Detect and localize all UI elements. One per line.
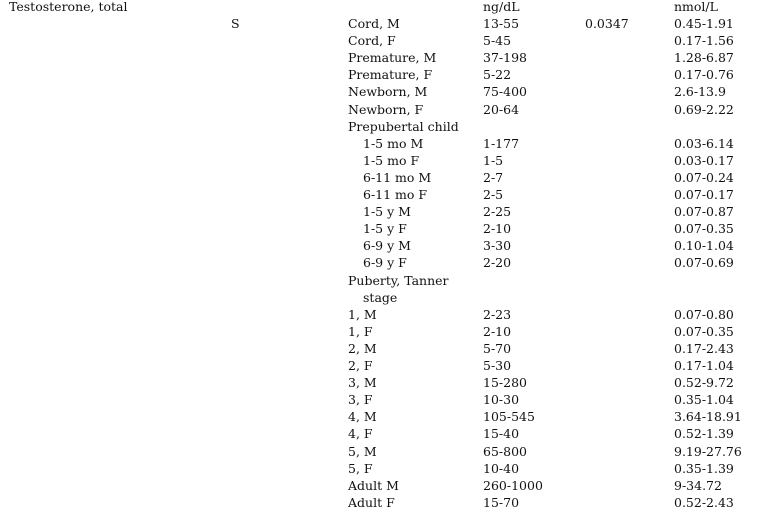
row-conventional-range: 2-10	[483, 323, 512, 339]
row-label: 2, M	[348, 340, 377, 356]
row-si-range: 0.35-1.39	[674, 460, 734, 476]
row-label: 6-11 mo F	[363, 187, 428, 202]
row-si-range: 0.69-2.22	[674, 101, 734, 117]
row-label: Cord, M	[348, 16, 400, 31]
row-label: Cord, F	[348, 33, 396, 49]
row-conventional-range: 2-25	[483, 204, 512, 220]
row-si-range: 0.17-2.43	[674, 340, 734, 356]
row-si-range: 0.07-0.35	[674, 221, 734, 237]
row-conventional-range: 65-800	[483, 443, 527, 459]
row-si-range: 0.17-0.76	[674, 67, 734, 83]
row-label: 1-5 y F	[363, 221, 407, 237]
row-si-range: 9.19-27.76	[674, 443, 742, 459]
row-conventional-range: 105-545	[483, 409, 535, 425]
row-si-range: 0.03-6.14	[674, 135, 734, 151]
row-conventional-range: 13-55	[483, 16, 520, 31]
row-conventional-range: 5-30	[483, 358, 512, 373]
row-si-range: 0.07-0.35	[674, 323, 734, 339]
row-label: 3, M	[348, 375, 377, 391]
row-si-range: 0.52-9.72	[674, 375, 734, 391]
row-label: 1-5 y M	[363, 204, 411, 220]
row-conventional-range: 260-1000	[483, 477, 543, 493]
row-label: 4, M	[348, 409, 377, 425]
row-label: Newborn, M	[348, 84, 428, 100]
row-label: 6-9 y F	[363, 255, 407, 271]
row-si-range: 0.07-0.80	[674, 306, 734, 322]
row-label: 1, F	[348, 323, 373, 339]
row-conventional-range: 75-400	[483, 84, 527, 100]
row-conventional-range: 1-177	[483, 135, 520, 151]
row-conventional-range: 15-70	[483, 494, 520, 510]
row-label: 3, F	[348, 392, 373, 408]
row-si-range: 0.10-1.04	[674, 238, 734, 254]
row-label: Premature, M	[348, 50, 437, 66]
row-conventional-range: 15-40	[483, 426, 520, 442]
row-label: 4, F	[348, 426, 373, 442]
row-si-range: 2.6-13.9	[674, 84, 726, 100]
row-conventional-range: 2-7	[483, 169, 504, 185]
row-conventional-range: 3-30	[483, 238, 512, 254]
row-label: 5, M	[348, 443, 377, 459]
row-conventional-range: 2-5	[483, 187, 504, 202]
row-label: Prepubertal child	[348, 118, 459, 134]
row-si-range: 0.03-0.17	[674, 152, 734, 168]
row-si-range: 3.64-18.91	[674, 409, 742, 425]
row-conventional-range: 2-23	[483, 306, 512, 322]
row-conventional-range: 5-45	[483, 33, 512, 49]
row-label: Newborn, F	[348, 101, 424, 117]
row-si-range: 0.17-1.56	[674, 33, 734, 49]
si-unit-header: nmol/L	[674, 0, 718, 14]
row-si-range: 0.52-1.39	[674, 426, 734, 442]
row-conventional-range: 10-40	[483, 460, 520, 476]
conversion-factor: 0.0347	[585, 16, 629, 31]
row-label: Adult M	[348, 477, 399, 493]
row-label: Premature, F	[348, 67, 433, 83]
analyte-name: Testosterone, total	[9, 0, 128, 14]
row-si-range: 0.07-0.69	[674, 255, 734, 271]
row-conventional-range: 1-5	[483, 152, 504, 168]
row-conventional-range: 10-30	[483, 392, 520, 408]
row-label: 1-5 mo F	[363, 152, 420, 168]
row-label: 1-5 mo M	[363, 135, 424, 151]
row-conventional-range: 2-10	[483, 221, 512, 237]
row-label: Adult F	[348, 494, 395, 510]
row-label: stage	[363, 289, 398, 305]
row-conventional-range: 37-198	[483, 50, 527, 66]
row-si-range: 0.07-0.87	[674, 204, 734, 220]
row-si-range: 1.28-6.87	[674, 50, 734, 66]
row-si-range: 9-34.72	[674, 477, 722, 493]
row-label: 6-11 mo M	[363, 169, 432, 185]
row-conventional-range: 20-64	[483, 101, 520, 117]
row-conventional-range: 5-70	[483, 340, 512, 356]
row-si-range: 0.07-0.24	[674, 169, 734, 185]
row-label: 1, M	[348, 306, 377, 322]
conventional-unit-header: ng/dL	[483, 0, 520, 14]
row-si-range: 0.52-2.43	[674, 494, 734, 510]
row-conventional-range: 5-22	[483, 67, 512, 83]
row-si-range: 0.07-0.17	[674, 187, 734, 202]
row-label: 2, F	[348, 358, 373, 373]
row-si-range: 0.17-1.04	[674, 358, 734, 373]
row-si-range: 0.35-1.04	[674, 392, 734, 408]
row-si-range: 0.45-1.91	[674, 16, 734, 31]
row-label: 6-9 y M	[363, 238, 411, 254]
row-label: 5, F	[348, 460, 373, 476]
row-conventional-range: 15-280	[483, 375, 527, 391]
row-conventional-range: 2-20	[483, 255, 512, 271]
specimen-type: S	[231, 16, 240, 31]
row-label: Puberty, Tanner	[348, 272, 449, 288]
